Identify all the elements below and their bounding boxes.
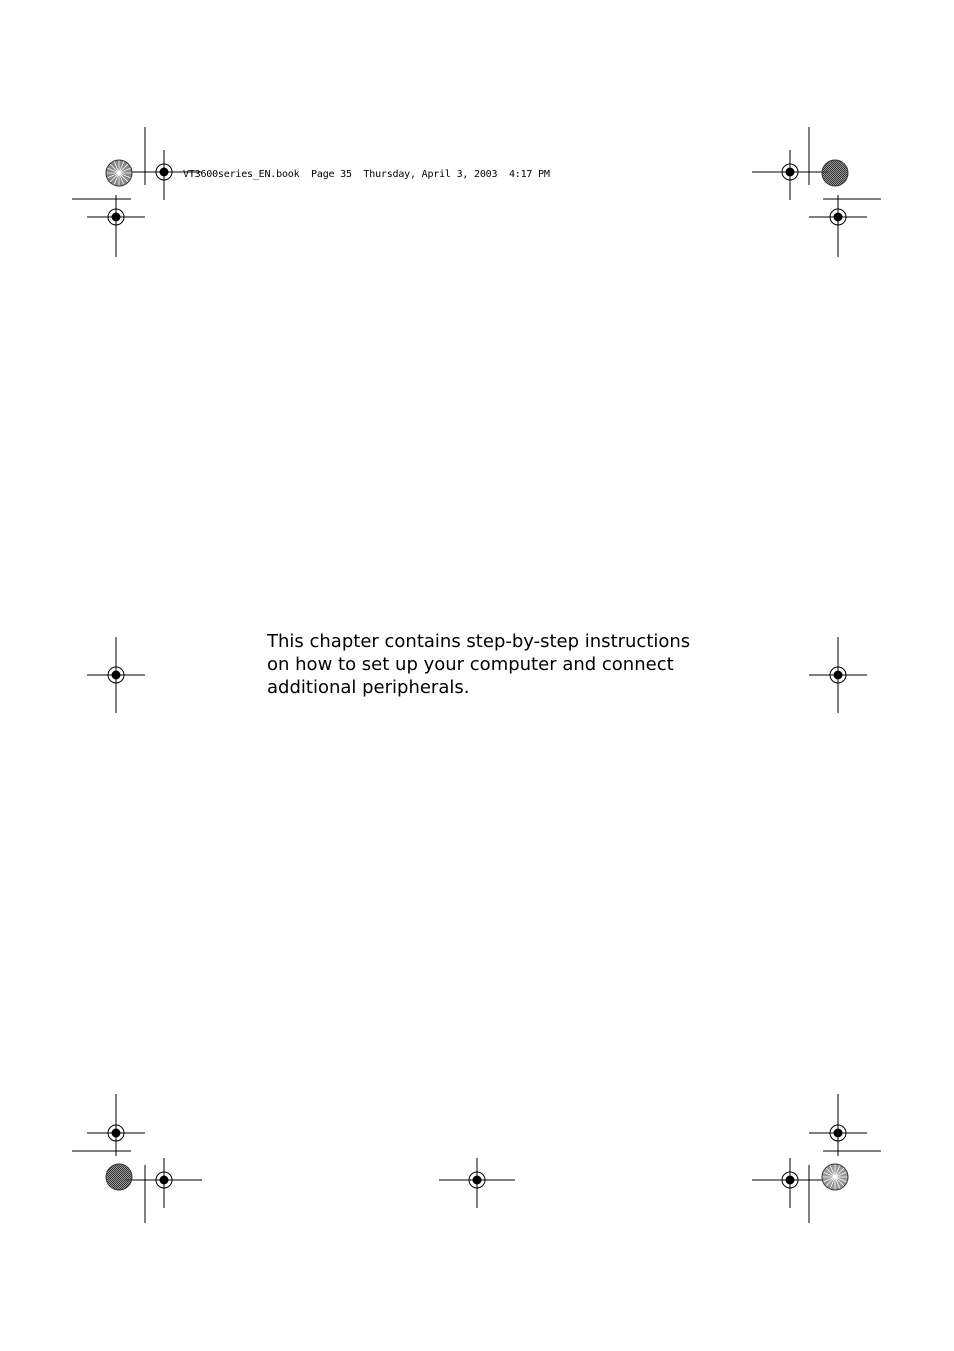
registration-target-icon — [752, 150, 828, 200]
registration-target-icon — [752, 1158, 828, 1208]
registration-target-icon — [87, 637, 145, 713]
star-target-icon — [822, 1164, 848, 1190]
registration-target-icon — [809, 637, 867, 713]
registration-target-icon — [809, 1094, 867, 1156]
registration-target-icon — [439, 1158, 515, 1208]
star-target-icon — [106, 160, 132, 186]
density-target-icon — [106, 1164, 132, 1190]
density-target-icon — [822, 160, 848, 186]
intro-line: on how to set up your computer and connect — [267, 654, 674, 675]
registration-target-icon — [809, 195, 867, 257]
chapter-intro-paragraph — [267, 630, 707, 699]
registration-target-icon — [87, 195, 145, 257]
registration-target-icon — [126, 1158, 202, 1208]
print-slug-line: VT3600series_EN.book Page 35 Thursday, April 3, 2003 4:17 PM — [183, 169, 550, 180]
intro-line: additional peripherals. — [267, 677, 470, 698]
intro-line: This chapter contains step-by-step instructions — [267, 631, 691, 652]
registration-target-icon — [87, 1094, 145, 1156]
